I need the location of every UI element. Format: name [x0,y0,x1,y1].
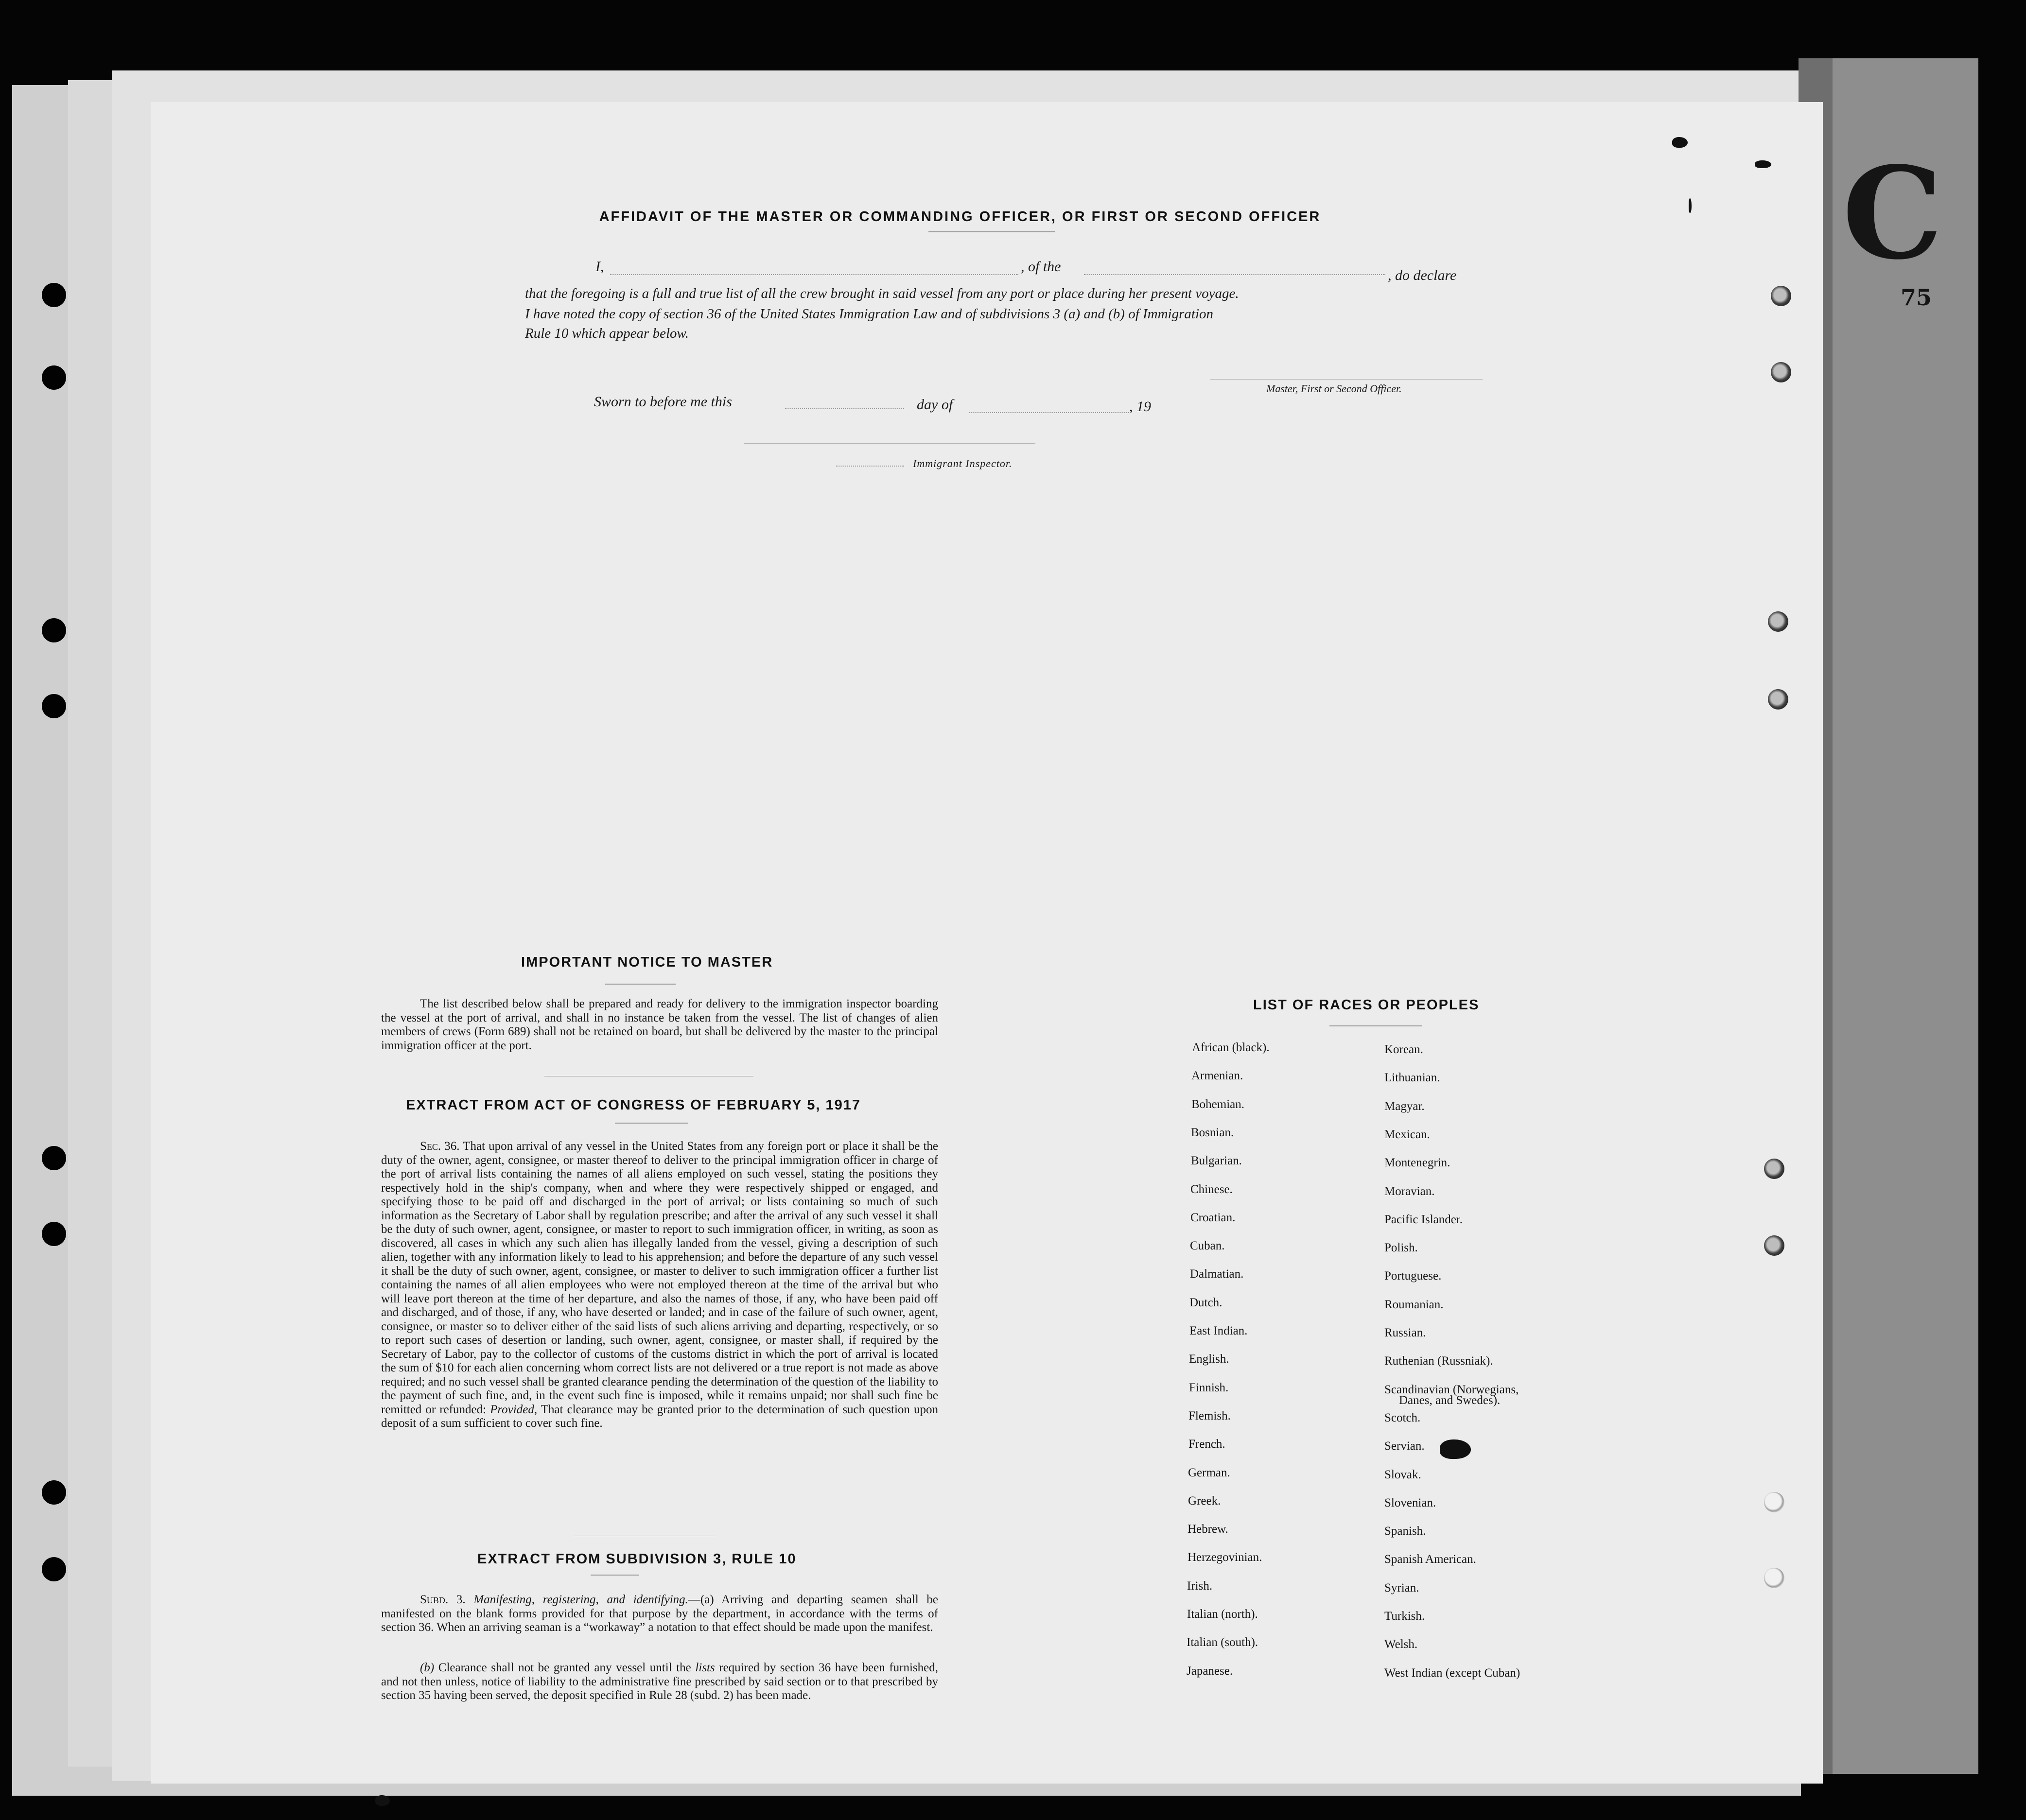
race-item: Servian. [1384,1439,1425,1453]
race-item: Russian. [1384,1326,1426,1339]
punch-hole [1771,362,1791,382]
race-item: Dalmatian. [1190,1267,1244,1281]
vessel-blank [1084,274,1385,275]
ink-mark [1672,137,1688,148]
race-item: Ruthenian (Russniak). [1384,1354,1493,1368]
race-item: Turkish. [1384,1610,1425,1623]
binder-hole [42,283,66,307]
section-body: That upon arrival of any vessel in the United States from any foreign port or place it shall be the duty of the owner, agent, consignee, or master thereof to deliver to the principal immigration officer in charge of the port of arrival lists containing the names of all aliens employed on such vessel, stating the positions they respectively hold in the ship's company, when and where they were respectively shipped or engaged, and specifying those to be paid off and discharged in the port of arrival; or lists containing so much of such information as the Secretary of Labor shall by regulation prescribe; and after the arrival of any such vessel it shall be the duty of such owner, agent, consignee, or master to report to such immigration officer, in writing, as soon as discovered, all cases in which any such alien has illegally landed from the vessel, giving a description of such alien, together with any information likely to lead to his apprehension; and before the departure of any such vessel it shall be the duty of such owner, agent, consignee, or master to deliver to such immigration officer a further list containing the names of all alien employees who were not employed thereon at the time of the arrival but who will leave port thereon at the time of her departure, and also the names of those, if any, who have been paid off and discharged, and of those, if any, who have deserted or landed; and in case of the failure of such owner, agent, consignee, or master so to deliver either of the said lists of such aliens arriving and departing, respectively, or so to report such cases of desertion or landing, such owner, agent, consignee, or master shall, if required by the Secretary of Labor, pay to the collector of customs of the customs district in which the port of arrival is located the sum of $10 for each alien concerning whom correct lists are not delivered or a true report is not made as above required; and no such vessel shall be granted clearance pending the determination of the question of the liability to the payment of such fine, and, in the event such fine is imposed, while it remains unpaid; nor shall such fine be remitted or refunded: [381,1140,938,1416]
race-item: Spanish. [1384,1525,1426,1538]
race-item: Greek. [1188,1494,1221,1508]
ink-mark [1689,198,1692,213]
notice-text: The list described below shall be prepared and ready for delivery to the immigration inspector boarding the vessel at the port of arrival, and shall in no instance be taken from the vessel. The list of changes of alien members of crews (Form 689) shall not be retained on board, but shall be delivered by the master to the principal immigration officer at the port. [381,997,938,1052]
punch-hole [1764,1235,1784,1256]
race-item: Portuguese. [1384,1269,1442,1283]
notice-rule [605,984,676,985]
para-b-lists: lists [695,1661,715,1674]
race-item: Herzegovinian. [1188,1551,1262,1564]
punch-hole [1768,611,1788,632]
punch-hole [1764,1568,1784,1588]
inspector-line-1 [744,443,1035,444]
race-item: English. [1189,1352,1229,1366]
para-a-marker: —(a) [688,1593,714,1606]
sworn-date-blank [785,408,904,409]
race-item: Roumanian. [1384,1298,1444,1311]
divider-tab-letter: C [1842,139,1943,288]
para-b-marker: (b) [420,1661,435,1674]
race-item: Scotch. [1384,1411,1421,1424]
affidavit-line-3: I have noted the copy of section 36 of the United States Immigration Law and of subdivisions 3 (a) and (b) of Immigration [525,306,1214,322]
race-item: Bohemian. [1191,1097,1245,1111]
section-36-text [381,1140,938,1431]
binder-hole [42,1146,66,1170]
race-item-continuation: Danes, and Swedes). [1399,1393,1501,1407]
inspector-line-2 [836,466,904,467]
races-title: LIST OF RACES OR PEOPLES [1253,997,1480,1013]
race-item: Lithuanian. [1384,1071,1440,1085]
signature-caption: Master, First or Second Officer. [1266,382,1402,395]
year-label: , 19 [1129,399,1151,415]
subd-heading: Manifesting, registering, and identifying. [473,1593,688,1606]
extract-act-rule [615,1123,688,1124]
race-item: Japanese. [1187,1664,1233,1678]
section-label: Sec. 36. [420,1140,460,1153]
signature-line [1210,379,1483,380]
race-item: Bosnian. [1191,1126,1234,1139]
affidavit-vessel-label: , of the [1021,259,1061,275]
race-item: Slovak. [1384,1468,1421,1481]
race-item: Dutch. [1189,1296,1223,1309]
inspector-caption: Immigrant Inspector. [913,457,1013,469]
race-item: Hebrew. [1188,1523,1228,1536]
binder-hole [42,618,66,642]
race-item: German. [1188,1466,1230,1479]
subd-label: Subd. 3. [420,1593,466,1606]
para-a-text: Arriving and departing seamen shall be manifested on the blank forms provided for that purpose by the department, in accordance with the terms of section 36. When an arriving seaman is a “workaway” a notation to that effect should be made upon the manifest. [381,1593,938,1634]
race-item: Welsh. [1384,1638,1418,1651]
punch-hole [1768,689,1788,710]
race-item: French. [1188,1438,1225,1451]
race-item: Magyar. [1384,1099,1425,1113]
affidavit-title: AFFIDAVIT OF THE MASTER OR COMMANDING OFFICER, OR FIRST OR SECOND OFFICER [599,209,1321,225]
notice-title: IMPORTANT NOTICE TO MASTER [521,954,773,970]
subdivision-a-text [381,1593,938,1635]
affidavit-line-2: that the foregoing is a full and true list of all the crew brought in said vessel from any port or place during her present voyage. [525,286,1239,301]
race-item: Korean. [1384,1043,1423,1056]
para-b-text-1: Clearance shall not be granted any vessel until the [438,1661,696,1674]
binder-hole [42,365,66,390]
binder-hole [42,1222,66,1246]
provided-term: Provided, [490,1403,538,1416]
ink-mark [1755,160,1771,168]
race-item: Cuban. [1190,1239,1225,1253]
race-item: Flemish. [1188,1409,1231,1422]
race-item: Scandinavian (Norwegians, [1384,1383,1519,1396]
race-item: Italian (south). [1187,1636,1258,1649]
punch-hole [1764,1159,1784,1179]
title-rule [928,231,1055,232]
race-item: Armenian. [1191,1069,1243,1083]
binder-hole [42,694,66,718]
race-item: Slovenian. [1384,1496,1436,1509]
race-item: Chinese. [1190,1182,1233,1196]
section-body-end: That clearance may be granted prior to the determination of such question upon deposit of a sum sufficient to cover such fine. [381,1403,938,1430]
form-page [151,102,1823,1784]
race-item: Croatian. [1190,1211,1236,1224]
sworn-label: Sworn to before me this [594,394,732,410]
race-item: Syrian. [1384,1581,1419,1595]
race-item: Italian (north). [1187,1608,1258,1621]
day-of-label: day of [917,397,953,413]
race-item: Bulgarian. [1191,1154,1242,1168]
race-item: Pacific Islander. [1384,1213,1463,1226]
race-item: Spanish American. [1384,1553,1476,1566]
race-item: Mexican. [1384,1127,1430,1141]
affidavit-declare: , do declare [1388,267,1457,283]
affidavit-name-label: I, [595,259,604,275]
race-item: Polish. [1384,1241,1418,1255]
affidavit-line-4: Rule 10 which appear below. [525,326,689,341]
race-item: African (black). [1192,1041,1270,1054]
binder-hole [42,1557,66,1581]
punch-hole [1771,286,1791,306]
subdivision-b-text [381,1661,938,1703]
race-item: West Indian (except Cuban) [1384,1666,1520,1680]
para-b-text-2: required by section 36 have been furnished, and not then unless, notice of liability to the administrative fine prescribed by said section or to that prescribed by section 35 having been served, the deposit specified in Rule 28 (subd. 2) has been made. [381,1661,938,1702]
punch-hole [1764,1492,1784,1512]
race-item: Moravian. [1384,1184,1435,1198]
divider-tab-number: 75 [1901,284,1932,311]
extract-rule-rule [591,1575,639,1576]
ink-blot [1440,1439,1471,1459]
race-item: Finnish. [1189,1381,1229,1394]
name-blank [610,274,1018,275]
ink-mark [375,1795,390,1806]
race-item: East Indian. [1189,1324,1248,1337]
races-rule [1329,1025,1422,1026]
race-item: Montenegrin. [1384,1156,1450,1170]
race-item: Irish. [1187,1579,1213,1593]
month-blank [969,412,1129,413]
extract-act-title: EXTRACT FROM ACT OF CONGRESS OF FEBRUARY 5, 1917 [406,1097,861,1113]
extract-rule-title: EXTRACT FROM SUBDIVISION 3, RULE 10 [477,1551,797,1567]
binder-hole [42,1480,66,1505]
